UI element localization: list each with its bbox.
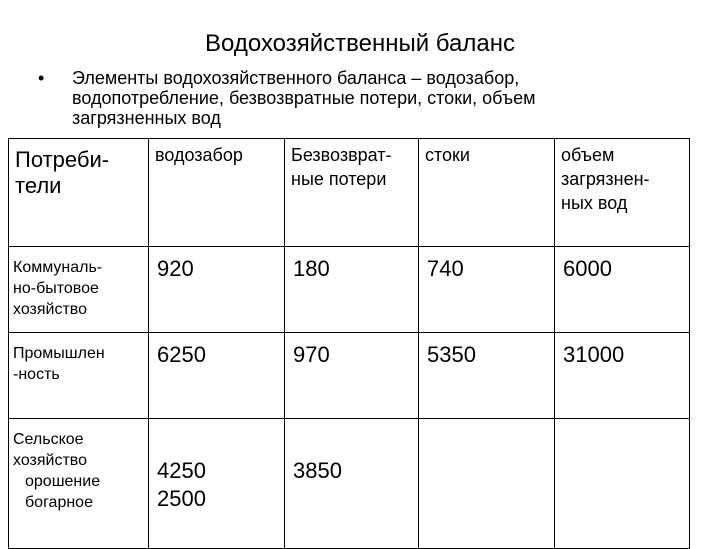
cell-value: 3850 <box>293 458 342 483</box>
bullet-line: водопотребление, безвозвратные потери, стоки, объем <box>72 88 536 108</box>
cell-value-stack <box>149 419 285 549</box>
row-label-text: Сельское <box>13 431 84 448</box>
header-text: стоки <box>425 145 470 165</box>
header-text: объем <box>561 145 615 165</box>
row-label-text: Коммуналь- <box>13 259 103 276</box>
bullet-line: загрязненных вод <box>72 108 221 128</box>
table-row <box>9 247 690 333</box>
row-label-text: хозяйство <box>13 452 88 469</box>
row-label-text: но-бытовое <box>13 280 99 297</box>
water-balance-table <box>8 138 690 549</box>
row-label-industry <box>9 333 149 419</box>
bullet-marker: • <box>38 68 45 88</box>
sublabel-rainfed: богарное <box>25 494 93 511</box>
slide-title: Водохозяйственный баланс <box>205 30 515 57</box>
cell-value: 5350 <box>419 333 555 419</box>
cell-value: 180 <box>285 247 419 333</box>
cell-value: 920 <box>149 247 285 333</box>
cell-value: 970 <box>285 333 419 419</box>
header-text: Потреби- <box>15 147 110 172</box>
bullet-text <box>72 68 692 128</box>
row-label-text: хозяйство <box>13 301 88 318</box>
header-irrecoverable-losses <box>285 139 419 247</box>
row-label-agriculture <box>9 419 149 549</box>
cell-value: 31000 <box>555 333 690 419</box>
header-text: водозабор <box>155 145 243 165</box>
sublabel-irrigation: орошение <box>25 473 101 490</box>
header-polluted-water-volume <box>555 139 690 247</box>
header-consumers <box>9 139 149 247</box>
header-water-intake <box>149 139 285 247</box>
header-text: тели <box>15 173 62 198</box>
header-text: ные потери <box>291 169 387 189</box>
cell-value: 6000 <box>555 247 690 333</box>
cell-value: 740 <box>419 247 555 333</box>
row-label-text: -ность <box>13 366 60 383</box>
header-text: Безвозврат- <box>291 145 392 165</box>
cell-value: 4250 <box>157 458 206 483</box>
row-label-text: Промышлен <box>13 345 105 362</box>
cell-value-empty <box>555 419 690 549</box>
table-row <box>9 333 690 419</box>
cell-value-empty <box>419 419 555 549</box>
table-header-row <box>9 139 690 247</box>
header-text: загрязнен- <box>561 169 650 189</box>
bullet-line: Элементы водохозяйственного баланса – водозабор, <box>72 68 520 88</box>
table-row <box>9 419 690 549</box>
cell-value: 2500 <box>157 486 206 511</box>
cell-value-stack <box>285 419 419 549</box>
cell-value: 6250 <box>149 333 285 419</box>
header-text: ных вод <box>561 193 628 213</box>
row-label-municipal <box>9 247 149 333</box>
header-runoff <box>419 139 555 247</box>
